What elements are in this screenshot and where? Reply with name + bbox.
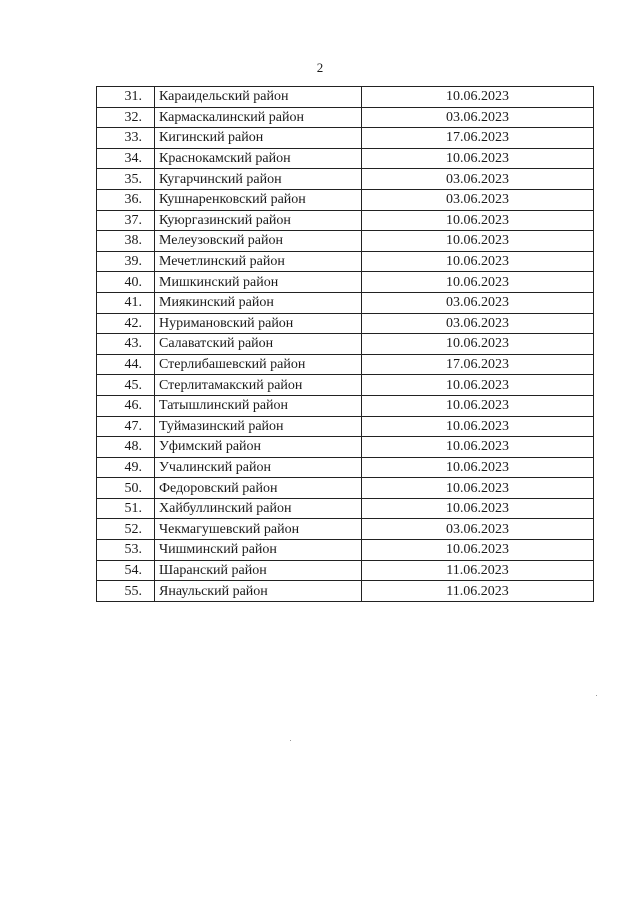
row-number-cell: 49. (97, 457, 155, 478)
table-row (97, 210, 594, 231)
table-row (97, 313, 594, 334)
district-name-cell: Кармаскалинский район (155, 107, 362, 128)
row-number-cell: 46. (97, 395, 155, 416)
row-number-cell: 43. (97, 334, 155, 355)
date-cell: 10.06.2023 (362, 437, 594, 458)
district-name-cell: Стерлибашевский район (155, 354, 362, 375)
district-name-cell: Мишкинский район (155, 272, 362, 293)
district-name-cell: Татышлинский район (155, 395, 362, 416)
row-number-cell: 52. (97, 519, 155, 540)
scan-speck (596, 695, 597, 696)
row-number-cell: 54. (97, 560, 155, 581)
district-name-cell: Мечетлинский район (155, 251, 362, 272)
date-cell: 10.06.2023 (362, 540, 594, 561)
district-name-cell: Чишминский район (155, 540, 362, 561)
table-row (97, 498, 594, 519)
district-name-cell: Янаульский район (155, 581, 362, 602)
table-row (97, 416, 594, 437)
date-cell: 03.06.2023 (362, 519, 594, 540)
row-number-cell: 36. (97, 189, 155, 210)
date-cell: 10.06.2023 (362, 148, 594, 169)
date-cell: 10.06.2023 (362, 231, 594, 252)
date-cell: 03.06.2023 (362, 169, 594, 190)
row-number-cell: 53. (97, 540, 155, 561)
district-name-cell: Кушнаренковский район (155, 189, 362, 210)
date-cell: 03.06.2023 (362, 189, 594, 210)
table-row (97, 189, 594, 210)
row-number-cell: 37. (97, 210, 155, 231)
district-name-cell: Хайбуллинский район (155, 498, 362, 519)
district-name-cell: Краснокамский район (155, 148, 362, 169)
district-name-cell: Уфимский район (155, 437, 362, 458)
row-number-cell: 47. (97, 416, 155, 437)
table-row (97, 437, 594, 458)
table-row (97, 560, 594, 581)
table-row (97, 540, 594, 561)
date-cell: 10.06.2023 (362, 478, 594, 499)
district-name-cell: Нуримановский район (155, 313, 362, 334)
table-row (97, 519, 594, 540)
table-body (97, 87, 594, 602)
scan-speck (290, 740, 291, 741)
date-cell: 10.06.2023 (362, 87, 594, 108)
district-name-cell: Шаранский район (155, 560, 362, 581)
row-number-cell: 44. (97, 354, 155, 375)
table-row (97, 457, 594, 478)
date-cell: 10.06.2023 (362, 375, 594, 396)
table-row (97, 87, 594, 108)
date-cell: 10.06.2023 (362, 395, 594, 416)
row-number-cell: 38. (97, 231, 155, 252)
row-number-cell: 39. (97, 251, 155, 272)
districts-table (96, 86, 594, 602)
district-name-cell: Федоровский район (155, 478, 362, 499)
row-number-cell: 41. (97, 292, 155, 313)
district-name-cell: Стерлитамакский район (155, 375, 362, 396)
date-cell: 10.06.2023 (362, 334, 594, 355)
row-number-cell: 40. (97, 272, 155, 293)
table-row (97, 395, 594, 416)
row-number-cell: 55. (97, 581, 155, 602)
table-row (97, 334, 594, 355)
row-number-cell: 50. (97, 478, 155, 499)
table-row (97, 169, 594, 190)
row-number-cell: 48. (97, 437, 155, 458)
date-cell: 03.06.2023 (362, 292, 594, 313)
table-row (97, 581, 594, 602)
row-number-cell: 31. (97, 87, 155, 108)
table-row (97, 292, 594, 313)
row-number-cell: 45. (97, 375, 155, 396)
row-number-cell: 35. (97, 169, 155, 190)
table-row (97, 375, 594, 396)
district-name-cell: Салаватский район (155, 334, 362, 355)
district-name-cell: Чекмагушевский район (155, 519, 362, 540)
date-cell: 11.06.2023 (362, 581, 594, 602)
district-name-cell: Туймазинский район (155, 416, 362, 437)
page-number: 2 (316, 60, 324, 75)
date-cell: 10.06.2023 (362, 498, 594, 519)
district-name-cell: Караидельский район (155, 87, 362, 108)
table-row (97, 107, 594, 128)
table-row (97, 354, 594, 375)
table-row (97, 251, 594, 272)
date-cell: 10.06.2023 (362, 272, 594, 293)
date-cell: 03.06.2023 (362, 107, 594, 128)
row-number-cell: 34. (97, 148, 155, 169)
date-cell: 10.06.2023 (362, 416, 594, 437)
date-cell: 10.06.2023 (362, 251, 594, 272)
district-name-cell: Учалинский район (155, 457, 362, 478)
district-name-cell: Кигинский район (155, 128, 362, 149)
table-row (97, 231, 594, 252)
row-number-cell: 33. (97, 128, 155, 149)
date-cell: 10.06.2023 (362, 210, 594, 231)
table-row (97, 148, 594, 169)
row-number-cell: 51. (97, 498, 155, 519)
row-number-cell: 32. (97, 107, 155, 128)
district-name-cell: Кугарчинский район (155, 169, 362, 190)
table-row (97, 478, 594, 499)
date-cell: 17.06.2023 (362, 128, 594, 149)
date-cell: 11.06.2023 (362, 560, 594, 581)
district-name-cell: Миякинский район (155, 292, 362, 313)
date-cell: 10.06.2023 (362, 457, 594, 478)
district-name-cell: Куюргазинский район (155, 210, 362, 231)
date-cell: 17.06.2023 (362, 354, 594, 375)
date-cell: 03.06.2023 (362, 313, 594, 334)
row-number-cell: 42. (97, 313, 155, 334)
table-row (97, 272, 594, 293)
table-row (97, 128, 594, 149)
district-name-cell: Мелеузовский район (155, 231, 362, 252)
